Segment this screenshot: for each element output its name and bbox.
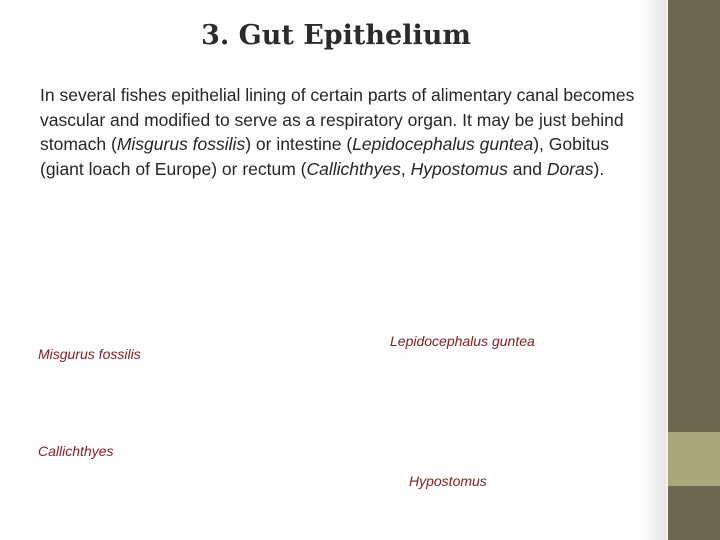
caption-misgurus-fossilis: Misgurus fossilis (38, 346, 141, 362)
body-text-segment: , (400, 158, 411, 179)
species-name: Callichthyes (306, 158, 401, 179)
species-name: Lepidocephalus guntea (352, 134, 534, 154)
caption-hypostomus: Hypostomus (409, 473, 487, 489)
body-text-segment: ) or intestine ( (245, 134, 353, 154)
body-text-segment: ), Gobitus (giant loach of Europe) or rectum ( (40, 134, 610, 179)
caption-callichthyes: Callichthyes (38, 443, 114, 459)
slide-shadow (640, 0, 666, 540)
species-name: Doras (546, 158, 594, 179)
body-text-segment: and (507, 158, 547, 179)
sidebar-accent-block (668, 432, 720, 486)
body-paragraph (40, 83, 640, 181)
slide-title: 3. Gut Epithelium (201, 20, 471, 51)
body-text-segment: ). (593, 158, 605, 179)
decorative-sidebar (666, 0, 720, 540)
caption-lepidocephalus-guntea: Lepidocephalus guntea (390, 333, 535, 349)
body-text-segment: In several fishes epithelial lining of certain parts of alimentary canal becomes vascular and modified to serve as a respiratory organ. It may be just behind stomach ( (40, 85, 635, 154)
species-name: Hypostomus (410, 158, 508, 179)
species-name: Misgurus fossilis (116, 134, 246, 154)
